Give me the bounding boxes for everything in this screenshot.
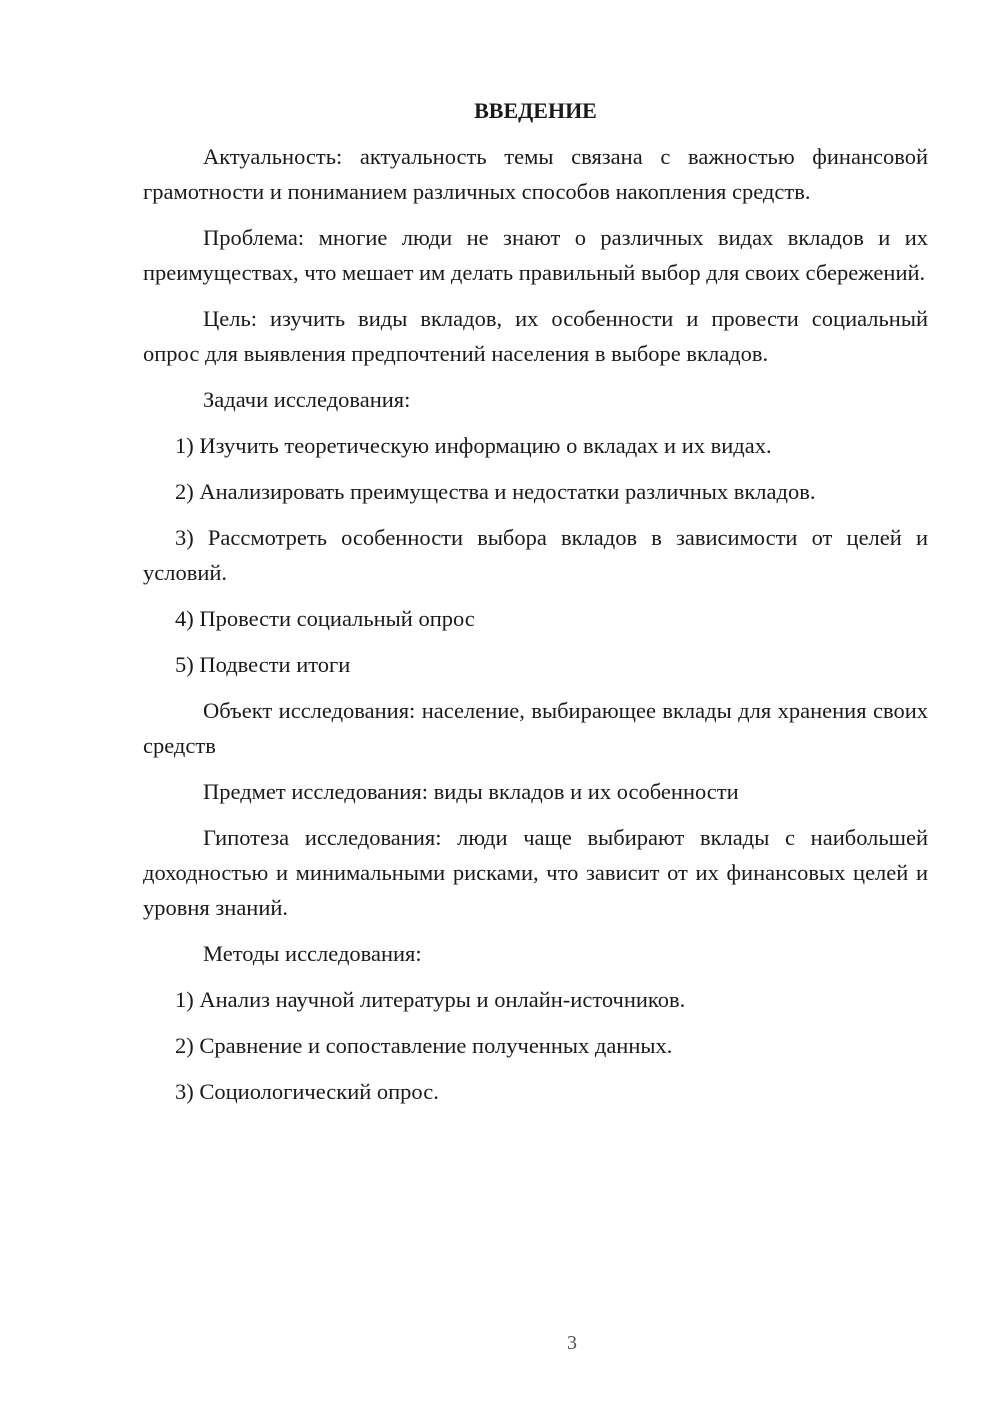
hypothesis-paragraph: Гипотеза исследования: люди чаще выбирают вклады с наибольшей доходностью и минимальными рисками, что зависит от их финансовых целей и уровня знаний.	[143, 825, 928, 920]
object-paragraph: Объект исследования: население, выбирающее вклады для хранения своих средств	[143, 698, 928, 758]
task-item: 4) Провести социальный опрос	[175, 606, 475, 631]
subject-paragraph: Предмет исследования: виды вкладов и их особенности	[203, 779, 739, 804]
document-page	[143, 93, 928, 1120]
task-item: 5) Подвести итоги	[175, 652, 351, 677]
task-item: 2) Анализировать преимущества и недостатки различных вкладов.	[175, 479, 816, 504]
methods-title: Методы исследования:	[203, 941, 422, 966]
problem-paragraph: Проблема: многие люди не знают о различных видах вкладов и их преимуществах, что мешает им делать правильный выбор для своих сбережений.	[143, 225, 928, 285]
task-item: 3) Рассмотреть особенности выбора вкладов в зависимости от целей и условий.	[143, 525, 928, 585]
tasks-title: Задачи исследования:	[203, 387, 411, 412]
method-item: 3) Социологический опрос.	[175, 1079, 439, 1104]
section-heading: ВВЕДЕНИЕ	[474, 98, 597, 123]
method-item: 1) Анализ научной литературы и онлайн-источников.	[175, 987, 686, 1012]
goal-paragraph: Цель: изучить виды вкладов, их особенности и провести социальный опрос для выявления предпочтений населения в выборе вкладов.	[143, 306, 928, 366]
page-number: 3	[567, 1332, 577, 1354]
task-item: 1) Изучить теоретическую информацию о вкладах и их видах.	[175, 433, 772, 458]
method-item: 2) Сравнение и сопоставление полученных данных.	[175, 1033, 673, 1058]
relevance-paragraph: Актуальность: актуальность темы связана с важностью финансовой грамотности и пониманием различных способов накопления средств.	[143, 144, 928, 204]
